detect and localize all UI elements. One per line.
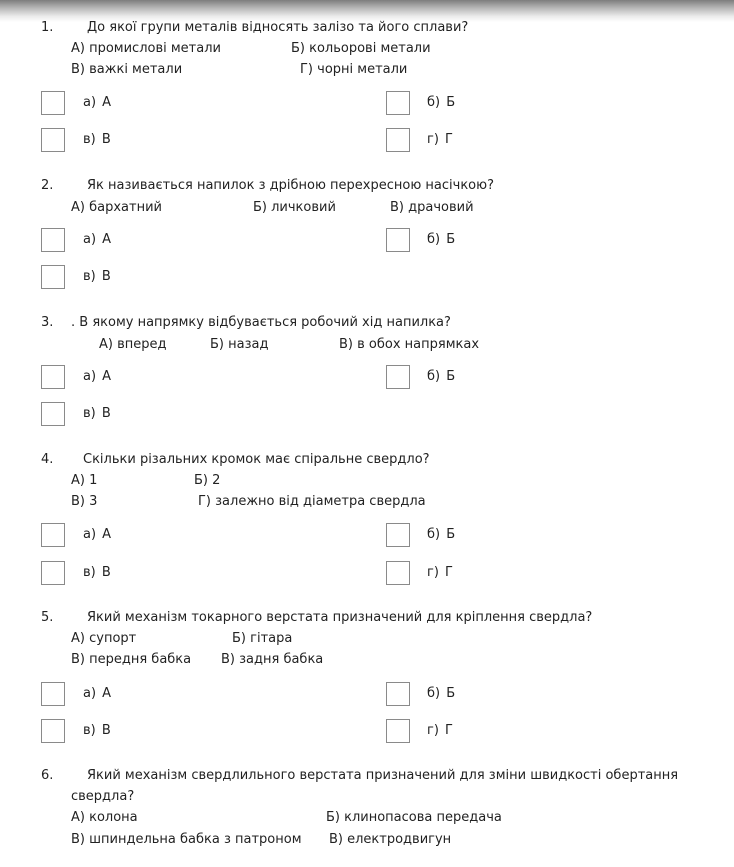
answer-checkbox-a[interactable] — [41, 523, 65, 547]
answer-label-c: в) В — [83, 723, 111, 738]
option-a: А) колона — [71, 810, 138, 825]
option-c: В) важкі метали — [71, 62, 183, 77]
answer-label-a: а) А — [83, 369, 112, 384]
option-a: А) супорт — [71, 631, 137, 646]
top-shadow — [0, 0, 734, 22]
question-number: 5. — [41, 610, 54, 625]
answer-label-a: а) А — [83, 686, 112, 701]
option-b: Б) клинопасова передача — [326, 810, 502, 825]
question-text: . В якому напрямку відбувається робочий хід напилка? — [71, 315, 451, 330]
answer-checkbox-c[interactable] — [41, 265, 65, 289]
option-c: В) в обох напрямках — [339, 337, 480, 352]
option-c: В) передня бабка — [71, 652, 192, 667]
question-text: Який механізм токарного верстата призначений для кріплення свердла? — [87, 610, 593, 625]
option-b: Б) назад — [210, 337, 269, 352]
answer-checkbox-c[interactable] — [41, 719, 65, 743]
answer-checkbox-a[interactable] — [41, 91, 65, 115]
answer-label-c: в) В — [83, 132, 111, 147]
answer-checkbox-b[interactable] — [386, 91, 410, 115]
answer-label-c: в) В — [83, 269, 111, 284]
answer-checkbox-c[interactable] — [41, 561, 65, 585]
question-text: До якої групи металів відносять залізо та його сплави? — [87, 20, 469, 35]
question-number: 3. — [41, 315, 54, 330]
answer-checkbox-d[interactable] — [386, 128, 410, 152]
option-b: Б) 2 — [194, 473, 221, 488]
option-a: А) промислові метали — [71, 41, 221, 56]
question-text: Скільки різальних кромок має спіральне свердло? — [83, 452, 430, 467]
question-number: 6. — [41, 768, 54, 783]
answer-label-a: а) А — [83, 232, 112, 247]
question-number: 1. — [41, 20, 54, 35]
option-b: Б) гітара — [232, 631, 293, 646]
option-a: А) бархатний — [71, 200, 162, 215]
answer-label-d: г) Г — [427, 565, 453, 580]
answer-label-b: б) Б — [427, 95, 456, 110]
answer-checkbox-a[interactable] — [41, 228, 65, 252]
answer-label-b: б) Б — [427, 369, 456, 384]
answer-label-b: б) Б — [427, 232, 456, 247]
question-text: Як називається напилок з дрібною перехресною насічкою? — [87, 178, 494, 193]
answer-checkbox-a[interactable] — [41, 682, 65, 706]
option-c: В) 3 — [71, 494, 98, 509]
question-number: 4. — [41, 452, 54, 467]
answer-label-d: г) Г — [427, 132, 453, 147]
option-a: А) вперед — [99, 337, 167, 352]
answer-checkbox-b[interactable] — [386, 228, 410, 252]
question-number: 2. — [41, 178, 54, 193]
option-c: В) драчовий — [390, 200, 474, 215]
answer-checkbox-c[interactable] — [41, 402, 65, 426]
answer-label-b: б) Б — [427, 527, 456, 542]
answer-label-a: а) А — [83, 95, 112, 110]
option-a: А) 1 — [71, 473, 98, 488]
option-d: В) задня бабка — [221, 652, 324, 667]
option-d: В) електродвигун — [329, 832, 452, 847]
answer-checkbox-b[interactable] — [386, 365, 410, 389]
option-d: Г) залежно від діаметра свердла — [198, 494, 426, 509]
answer-label-a: а) А — [83, 527, 112, 542]
option-c: В) шпиндельна бабка з патроном — [71, 832, 302, 847]
option-b: Б) кольорові метали — [291, 41, 431, 56]
answer-label-b: б) Б — [427, 686, 456, 701]
question-text: Який механізм свердлильного верстата призначений для зміни швидкості обертання — [87, 768, 679, 783]
answer-checkbox-d[interactable] — [386, 719, 410, 743]
answer-checkbox-d[interactable] — [386, 561, 410, 585]
answer-label-c: в) В — [83, 406, 111, 421]
option-d: Г) чорні метали — [300, 62, 408, 77]
answer-checkbox-a[interactable] — [41, 365, 65, 389]
question-text-continued: свердла? — [71, 789, 135, 804]
answer-label-d: г) Г — [427, 723, 453, 738]
option-b: Б) личковий — [253, 200, 336, 215]
answer-label-c: в) В — [83, 565, 111, 580]
answer-checkbox-b[interactable] — [386, 523, 410, 547]
answer-checkbox-b[interactable] — [386, 682, 410, 706]
answer-checkbox-c[interactable] — [41, 128, 65, 152]
